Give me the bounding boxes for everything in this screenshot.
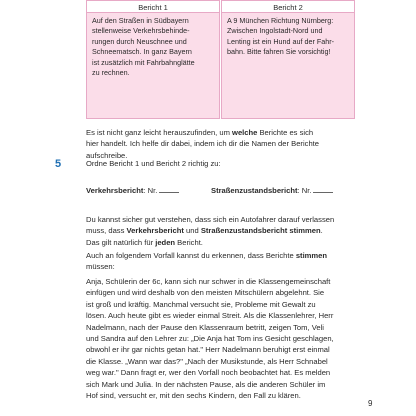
task-instruction: Ordne Bericht 1 und Bericht 2 richtig zu:	[86, 159, 221, 168]
nr-label: : Nr.	[143, 186, 158, 195]
task-number: 5	[55, 158, 62, 170]
traffic-report-field	[86, 184, 179, 196]
story-line: einfügen und wird deshalb von den meisten Mitschülern abgelehnt. Sie	[86, 288, 325, 298]
story-line: lösen. Auch heute gibt es wieder einmal Streit. Als die Klassenlehrer, Herr	[86, 311, 334, 321]
report1-line: Auf den Straßen in Südbayern	[92, 16, 189, 25]
page-number: 9	[368, 399, 373, 408]
report1-line: rungen durch Neuschnee und	[92, 36, 187, 46]
answer-blank[interactable]	[159, 184, 179, 193]
reports-table	[86, 0, 355, 120]
intro-text: Berichte es sich	[257, 128, 314, 137]
explain-text: und	[183, 226, 201, 236]
story-line: Nadelmann, nach der Pause den Klassenraum betritt, zeigen Tom, Veli	[86, 322, 324, 332]
explain-text: Bericht.	[175, 237, 203, 247]
intro-line: aufschreibe.	[86, 150, 128, 160]
intro-paragraph	[86, 127, 319, 161]
explain-bold: Straßenzustandsbericht stimmen	[200, 226, 321, 236]
story-line: weg war." Dann fragt er, wer den Vorfall noch beobachtet hat. Es melden	[86, 368, 331, 378]
report1-line: Schneematsch. In ganz Bayern	[92, 47, 192, 57]
report1-title: Bericht 1	[86, 0, 220, 13]
story-line: und Sandra auf den Lehrer zu: „Die Anja hat Tom ins Gesicht geschlagen,	[86, 334, 334, 344]
report1-body	[86, 13, 220, 119]
answer-blank[interactable]	[313, 184, 333, 193]
story-line: obwohl er ihr gar nichts getan hat." Herr Nadelmann beruhigt erst einmal	[86, 345, 330, 355]
report1-line: ist zusätzlich mit Fahrbahnglätte	[92, 57, 195, 67]
road-condition-label: Straßenzustandsbericht	[211, 186, 298, 195]
report1-line: zu rechnen.	[92, 68, 130, 78]
report2-line: Lenting ist ein Hund auf der Fahr-	[227, 36, 335, 46]
report2-line: A 9 München Richtung Nürnberg:	[227, 16, 334, 25]
explain-text: .	[320, 226, 323, 236]
story-line: ist groß und kräftig. Manchmal versucht sie, Probleme mit Gewalt zu	[86, 299, 316, 309]
story-line: sich Mark und Julia. In der nächsten Pause, als die anderen Schüler im	[86, 379, 326, 389]
report1-line: stellenweise Verkehrsbehinde-	[92, 26, 190, 36]
story-paragraph	[86, 276, 334, 401]
report2-line: bahn. Bitte fahren Sie vorsichtig!	[227, 47, 331, 57]
incident-text: Auch an folgendem Vorfall kannst du erkennen, dass Berichte	[86, 251, 296, 260]
explain-bold: Verkehrsbericht	[126, 226, 184, 236]
incident-line: müssen:	[86, 262, 115, 272]
road-condition-field	[211, 184, 333, 196]
intro-line: hier handelt. Ich helfe dir dabei, indem ich dir die Namen der Berichte	[86, 139, 320, 149]
nr-label: : Nr.	[297, 186, 312, 195]
incident-intro	[86, 250, 327, 273]
explain-line: Du kannst sicher gut verstehen, dass sich ein Autofahrer darauf verlassen	[86, 215, 335, 224]
explain-line	[86, 225, 334, 236]
traffic-report-label: Verkehrsbericht	[86, 186, 144, 195]
explain-bold: jeden	[155, 237, 176, 247]
report2-body	[221, 13, 355, 119]
incident-line	[86, 250, 327, 261]
incident-bold: stimmen	[295, 251, 328, 260]
explain-line	[86, 237, 334, 248]
intro-bold: welche	[232, 128, 258, 137]
explain-text: Das gilt natürlich für	[86, 237, 156, 247]
story-line: Anja, Schülerin der 6c, kann sich nur schwer in die Klassengemeinschaft	[86, 277, 331, 286]
intro-line	[86, 127, 319, 138]
explain-paragraph	[86, 214, 334, 248]
intro-text: Es ist nicht ganz leicht herauszufinden, um	[86, 128, 233, 137]
story-line: die Klasse. „Wann war das?" „Nach der Musikstunde, als Herr Schnabel	[86, 356, 328, 366]
explain-text: muss, dass	[86, 226, 127, 236]
story-line: Hof sind, versucht er, mit den sechs Kindern, den Fall zu klären.	[86, 391, 301, 401]
report2-title: Bericht 2	[221, 0, 355, 13]
report2-line: Zwischen Ingolstadt-Nord und	[227, 26, 323, 36]
